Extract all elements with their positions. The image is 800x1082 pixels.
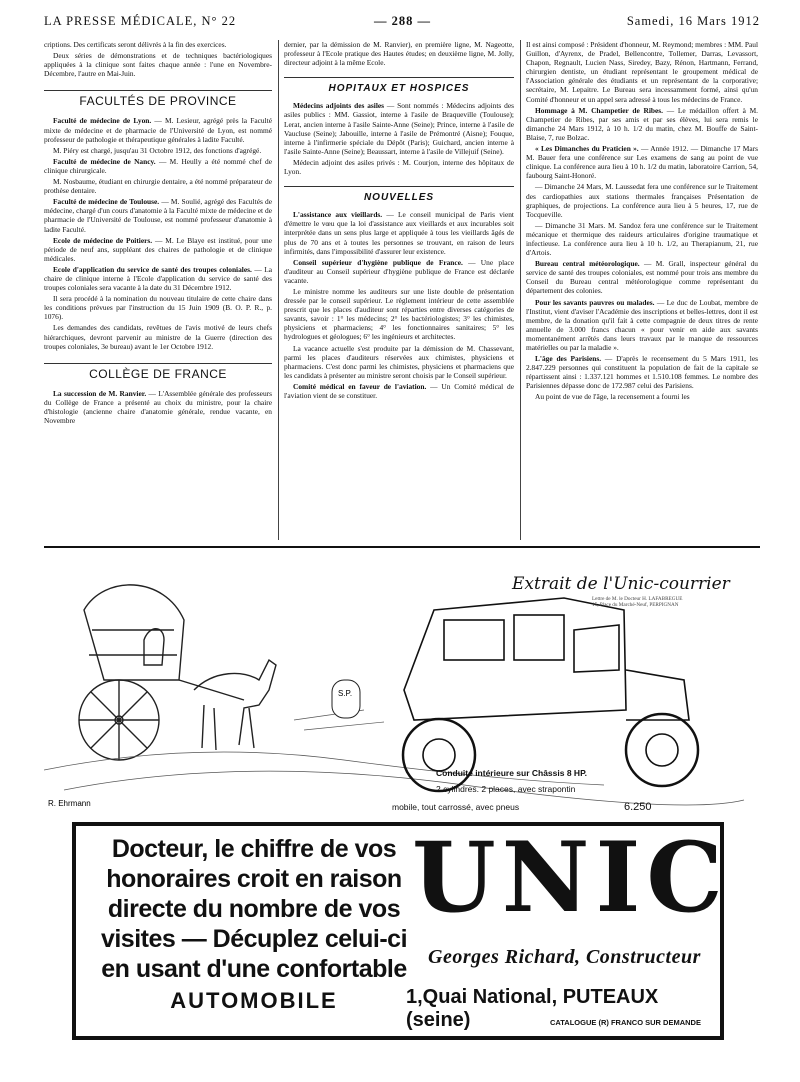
paragraph: Il est ainsi composé : Président d'honneur, M. Reymond; membres : MM. Paul Guillon, d'Ayrenx, de Pradel, Bellencontre, Tollemer, Darras, Levassort, Chapon, Regnault, Lucien Nass, Siredey, Bazy, Rénon, Hartmann, Ferrand, chirurgien dentiste, un étudiant représentant le groupement médical de l'Association générale des étudiants et un représentant de la corporative; secrétaire, M. Lepaitre. Le Bureau sera incessamment formé, ainsi qu'un Comité d'honneur et un appel sera adressé à tous les médecins de France.	[526, 40, 758, 104]
article-body: — Sont nommés : Médecins adjoints des asiles publics : MM. Gassiot, interne à l'asile de Braqueville (Toulouse); Lerat, ancien interne à l'asile Sainte-Anne (Seine); Prince, interne à l'asile de Vaucluse (Seine); Jabouille, interne à l'asile de Prémontré (Aisne); Fouque, interne à l'infirmerie spéciale du Dépôt (Paris); Guichard, ancien interne à l'asile Sainte-Anne (Seine); Beaussart, interne à l'asile de Villejuif (Seine).	[284, 101, 514, 156]
section-heading: HOPITAUX ET HOSPICES	[284, 77, 514, 93]
paragraph: Deux séries de démonstrations et de techniques bactériologiques appliquées à la clinique sont faites chaque année : l'une en Novembre-Décembre, l'autre en Mai-Juin.	[44, 51, 272, 79]
paragraph: M. Piéry est chargé, jusqu'au 31 Octobre 1912, des fonctions d'agrégé.	[53, 145, 262, 155]
maker-address: 1,Quai National, PUTEAUX (seine)	[406, 986, 659, 1031]
column-3	[526, 40, 758, 540]
article-body: — L'Assemblée générale des professeurs du Collège de France a présenté au choix du ministre, pour la chaire d'histologie (ancienne chaire d'anatomie générale, rendue vacante, en Novembre	[44, 388, 272, 426]
paragraph: Médecin adjoint des asiles privés : M. Courjon, interne des hôpitaux de Lyon.	[284, 157, 514, 177]
article	[44, 157, 272, 175]
section-heading: NOUVELLES	[284, 186, 514, 202]
column-1	[44, 40, 272, 540]
car-wheel	[403, 719, 475, 791]
horse-carriage-drawing	[79, 585, 276, 760]
article	[44, 197, 272, 233]
article	[526, 259, 758, 295]
letter-excerpt	[592, 596, 742, 609]
slogan-line: visites — Décuplez celui-ci	[100, 925, 408, 953]
article-body: — Le conseil municipal de Paris vient d'émettre le vœu que la loi d'assistance aux vieillards et aux incurables soit interprétée dans un sens plus large et appliquée à tous les vieillards âgés de plus de 70 ans et à toutes les personnes se trouvant, en raison de leurs infirmités, dans l'impossibilité d'assurer leur existence.	[284, 210, 514, 256]
article-body: — D'après le recensement du 5 Mars 1911, les 2.847.229 personnes qui constituent la population de fait de la capitale se répartissent ainsi : 1.337.121 hommes et 1.510.108 femmes. Le nombre des Parisiennes dépasse donc de 172.987 celui des Parisiens.	[526, 354, 758, 391]
driver	[144, 629, 164, 665]
column-divider	[520, 40, 521, 540]
horse	[194, 660, 276, 750]
article-title: « Les Dimanches du Praticien ».	[535, 144, 639, 154]
article	[44, 389, 272, 425]
article	[526, 106, 758, 142]
article	[44, 265, 272, 292]
article-body: — M. Soulié, agrégé des Facultés de médecine, chargé d'un cours d'anatomie à la Faculté mixte de médecine et de pharmacie de l'Université de Toulouse, est nommé professeur d'anatomie à ladite Faculté.	[44, 197, 272, 234]
car-drawing	[403, 598, 698, 791]
slogan-line: en usant d'une confortable	[101, 955, 407, 983]
section-heading: COLLÈGE DE FRANCE	[44, 363, 272, 379]
article-title: La succession de M. Ranvier.	[53, 388, 147, 398]
article	[526, 144, 758, 180]
article-title: Médecins adjoints des asiles	[293, 101, 385, 111]
article-body: — Le médaillon offert à M. Champetier de Ribes, par ses amis et par ses élèves, lui sera remis le dimanche 24 Mars 1912, à 10 h. 1/2 du matin, chez M. Bouffe de Saint-Blaise, 7, rue Bolzac.	[526, 105, 758, 142]
road-hatching	[44, 710, 744, 805]
caption-line: 2 cylindres. 2 places, avec strapontin	[436, 784, 576, 794]
page-header	[44, 14, 760, 32]
article	[284, 101, 514, 156]
slogan-line: honoraires croit en raison	[106, 865, 402, 893]
article-title: Comité médical en faveur de l'aviation.	[293, 381, 427, 391]
slogan-line: Docteur, le chiffre de vos	[111, 835, 397, 863]
page-number: — 288 —	[374, 14, 431, 28]
article-title: Faculté de médecine de Toulouse.	[53, 197, 160, 207]
article-title: Ecole d'application du service de santé des troupes coloniales.	[53, 264, 252, 274]
article-title: Conseil supérieur d'hygiène publique de France.	[293, 257, 463, 267]
article	[44, 236, 272, 263]
advert-top-rule	[44, 546, 760, 548]
paragraph: Il sera procédé à la nomination du nouveau titulaire de cette chaire dans les conditions prévues par l'instruction du 15 Juin 1909 (B. O. P. R., p. 1076).	[44, 294, 272, 322]
caption-line: mobile, tout carrossé, avec pneus	[392, 802, 520, 812]
paragraph: — Dimanche 24 Mars, M. Laussedat fera une conférence sur le Traitement des cardiopathies aux stations thermales françaises Présentation de graphiques, de projections. La conférence aura lieu à 5 heures, 17, rue de Tocqueville.	[526, 182, 758, 219]
artist-signature: R. Ehrmann	[48, 799, 91, 808]
paragraph: La vacance actuelle s'est produite par la démission de M. Chassevant, parmi les places d'auditeurs réservées aux chimistes, physiciens et pharmaciens. C'est donc parmi les chimistes, physiciens et pharmaciens que les candidats à présenter au ministre seront choisis par le Conseil supérieur.	[284, 343, 514, 380]
paragraph: Au point de vue de l'âge, la recensement a fourni les	[535, 392, 690, 402]
letter-head: Lettre de M. le Docteur H. LAFABREGUE	[592, 596, 683, 602]
article-body: — Un Comité médical de l'aviation vient de se constituer.	[284, 381, 514, 400]
article-title: Hommage à M. Champetier de Ribes.	[535, 105, 664, 115]
unic-advert	[72, 821, 729, 1040]
column-divider	[278, 40, 279, 540]
article-body: — M. Le Blaye est institué, pour une période de neuf ans, suppléant des chaires de pathologie et de clinique médicales.	[44, 235, 272, 263]
column-2	[284, 40, 514, 540]
article-body: — Le duc de Loubat, membre de l'Institut, vient d'aviser l'Académie des inscriptions et belles-lettres, dont il est membre, de la donation qu'il fait à cette compagnie de deux titres de rente annuelle de 3.000 francs chacun « pour venir en aide aux savants momentanément arrêtés dans leurs travaux par le manque de ressources matérielles ou par la maladie ».	[526, 297, 758, 352]
article-title: Faculté de médecine de Nancy.	[53, 156, 156, 166]
caption-line: Conduite intérieure sur Châssis 8 HP.	[436, 768, 587, 778]
article-body: — M. Lesieur, agrégé près la Faculté mixte de médecine et de pharmacie de l'Université de Lyon, est nommé professeur de pathologie et thérapeutique générales à ladite Faculté.	[44, 116, 272, 144]
article-title: Pour les savants pauvres ou malades.	[535, 297, 655, 307]
article	[284, 210, 514, 255]
article-body: — Une place d'auditeur au Conseil supérieur d'hygiène publique de France est déclarée vacante.	[284, 257, 514, 285]
article-body: — La chaire de clinique interne à l'Ecole d'application du service de santé des troupes coloniales sera vacante à la date du 31 Décembre 1912.	[44, 264, 272, 293]
article-title: Bureau central météorologique.	[535, 259, 640, 269]
carriage-hood	[84, 585, 184, 680]
article-title: Ecole de médecine de Poitiers.	[53, 235, 153, 245]
article-body: — Année 1912. — Dimanche 17 Mars M. Bauer fera une conférence sur Les examens de sang au point de vue clinique. La conférence aura lieu à 10 h. 1/2 du matin, laboratoire Carrion, 54, faubourg Saint-Honoré.	[526, 144, 758, 181]
journal-title: LA PRESSE MÉDICALE, N° 22	[44, 14, 237, 28]
paragraph: dernier, par la démission de M. Ranvier), en première ligne, M. Nageotte, professeur à l'Ecole pratique des Hautes études; en deuxième ligne, M. Jolly, directeur adjoint à la même Ecole.	[284, 40, 514, 68]
paragraph: Les demandes des candidats, revêtues de l'avis motivé de leurs chefs hiérarchiques, devront parvenir au ministre de la Guerre (direction des troupes coloniales, 3e bureau) avant le 1er Octobre 1912.	[44, 323, 272, 351]
car-body	[404, 598, 626, 720]
article	[526, 298, 758, 353]
extrait-heading: Extrait de l'Unic-courrier	[512, 574, 730, 594]
bonnet	[626, 670, 689, 720]
slogan-automobile: AUTOMOBILE	[170, 988, 338, 1013]
letter-sub: 15, Place du Marché-Neuf, PERPIGNAN	[592, 602, 679, 609]
milestone-label: S.P.	[338, 689, 353, 698]
article-body: — M. Heully a été nommé chef de clinique chirurgicale.	[44, 156, 272, 175]
issue-date: Samedi, 16 Mars 1912	[626, 14, 760, 28]
paragraph: M. Nosbaume, étudiant en chirurgie dentaire, a été nommé préparateur de prothèse dentaire.	[44, 177, 272, 196]
article	[284, 382, 514, 400]
catalogue-note: CATALOGUE (R) FRANCO SUR DEMANDE	[550, 1018, 701, 1027]
section-heading: FACULTÉS DE PROVINCE	[44, 90, 272, 106]
article	[284, 258, 514, 285]
article-title: L'âge des Parisiens.	[535, 354, 602, 364]
brand-logo: UNIC	[412, 821, 729, 934]
article	[526, 354, 758, 390]
article	[44, 116, 272, 143]
paragraph: Le ministre nomme les auditeurs sur une liste double de présentation dressée par le conseil supérieur. Le règlement intérieur de cette assemblée prescrit que les places d'auditeur sont réparties entre diverses catégories de savants, savoir : 1° les médecins; 2° les bactériologistes; 3° les chimistes, physiciens et pharmaciens; 4° les fonctionnaires sanitaires; 5° les hydrologues et géologues; 6° les ingénieurs et architectes.	[284, 286, 514, 342]
price: 6.250	[624, 801, 652, 813]
advert-slogan	[94, 834, 414, 1016]
milestone	[332, 680, 360, 718]
article-body: — M. Grall, inspecteur général du service de santé des troupes coloniales, est nommé pour trois ans membre du Conseil du Bureau central météorologique comme représentant du département des colonies.	[526, 259, 758, 296]
paragraph: criptions. Des certificats seront délivrés à la fin des exercices.	[44, 40, 227, 49]
article-title: L'assistance aux vieillards.	[293, 210, 383, 220]
slogan-line: directe du nombre de vos	[107, 895, 401, 923]
maker-name: Georges Richard, Constructeur	[428, 946, 701, 968]
paragraph: — Dimanche 31 Mars. M. Sandoz fera une conférence sur le Traitement mécanique et thermique des raideurs articulaires d'origine traumatique et infectieuse. La conférence aura lieu à 10 h. 1/2, au Therapianum, 21, rue d'Artois.	[526, 220, 758, 258]
car-wheel	[626, 714, 698, 786]
article-title: Faculté de médecine de Lyon.	[53, 116, 152, 126]
